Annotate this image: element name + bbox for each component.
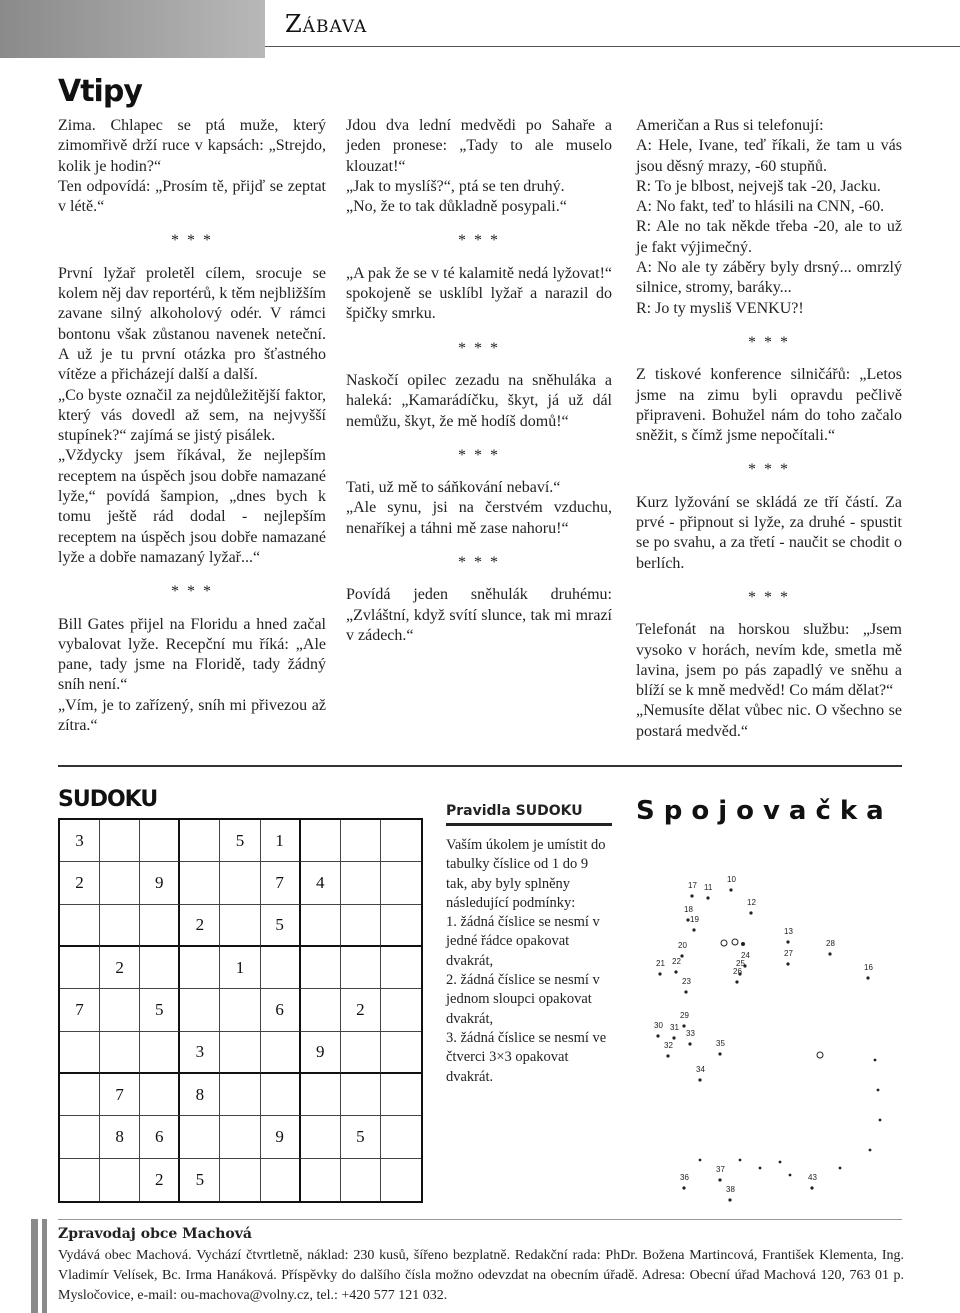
sudoku-cell[interactable] bbox=[100, 1159, 140, 1201]
sudoku-cell[interactable] bbox=[220, 905, 260, 947]
dot-puzzle-number: 28 bbox=[826, 939, 835, 948]
footer-bar-2 bbox=[42, 1219, 47, 1313]
dot-puzzle-number: 24 bbox=[741, 951, 750, 960]
joke-paragraph: „Nemusíte dělat vůbec nic. O všechno se postará medvěd.“ bbox=[636, 702, 902, 740]
sudoku-rules bbox=[446, 803, 612, 1087]
dot-puzzle-dot bbox=[839, 1167, 842, 1170]
dot-puzzle-number: 11 bbox=[704, 883, 713, 892]
dot-puzzle-nose bbox=[741, 942, 745, 946]
sudoku-cell[interactable] bbox=[220, 862, 260, 904]
sudoku-cell[interactable] bbox=[220, 1116, 260, 1158]
sudoku-cell[interactable] bbox=[301, 905, 341, 947]
joke-paragraph: „Jak to myslíš?“, ptá se ten druhý. bbox=[346, 177, 565, 195]
footer-rule bbox=[58, 1219, 902, 1220]
dot-puzzle-dot bbox=[735, 980, 738, 983]
sudoku-cell[interactable]: 2 bbox=[341, 989, 381, 1031]
sudoku-cell[interactable] bbox=[140, 905, 180, 947]
dot-puzzle-number: 23 bbox=[682, 977, 691, 986]
sudoku-cell[interactable] bbox=[381, 820, 421, 862]
dot-puzzle-dot bbox=[828, 952, 831, 955]
dot-puzzle-number: 36 bbox=[680, 1173, 689, 1182]
joke-paragraph: R: To je blbost, nejvejš tak -20, Jacku. bbox=[636, 177, 881, 195]
dot-puzzle-dot bbox=[866, 976, 869, 979]
joke-paragraph: Naskočí opilec zezadu na sněhuláka a haleká: „Kamarádíčku, škyt, já už dál nemůžu, škyt, že mě hodíš domů!“ bbox=[346, 371, 612, 430]
jokes-column-3 bbox=[636, 116, 902, 742]
dot-puzzle-dot bbox=[682, 1186, 685, 1189]
sudoku-cell[interactable]: 8 bbox=[180, 1074, 220, 1116]
dot-puzzle-dot bbox=[718, 1052, 721, 1055]
section-divider bbox=[58, 765, 902, 767]
sudoku-cell[interactable] bbox=[140, 1074, 180, 1116]
dot-puzzle-number: 17 bbox=[688, 881, 697, 890]
sudoku-cell[interactable]: 3 bbox=[60, 820, 100, 862]
dot-puzzle-number: 33 bbox=[686, 1029, 695, 1038]
sudoku-cell[interactable] bbox=[381, 905, 421, 947]
sudoku-cell[interactable] bbox=[180, 820, 220, 862]
joke-paragraph: A: No ale ty záběry byly drsný... omrzlý silnice, stromy, baráky... bbox=[636, 259, 902, 297]
joke-paragraph: Tati, už mě to sáňkování nebaví.“ bbox=[346, 479, 561, 497]
dot-puzzle-dot bbox=[779, 1161, 782, 1164]
sudoku-cell[interactable]: 5 bbox=[220, 820, 260, 862]
sudoku-cell[interactable] bbox=[261, 947, 301, 989]
dot-puzzle-number: 18 bbox=[684, 905, 693, 914]
joke-paragraph: A: Hele, Ivane, teď říkali, že tam u vás jsou děsný mrazy, -60 stupňů. bbox=[636, 137, 902, 175]
sudoku-cell[interactable]: 1 bbox=[261, 820, 301, 862]
sudoku-rule-line: Vaším úkolem je umístit do tabulky číslice od 1 do 9 tak, aby byly splněny následující podmínky: bbox=[446, 837, 606, 911]
dot-puzzle-dot bbox=[692, 928, 695, 931]
dot-puzzle-dot bbox=[879, 1119, 882, 1122]
sudoku-cell[interactable] bbox=[100, 1032, 140, 1074]
sudoku-cell[interactable] bbox=[381, 947, 421, 989]
sudoku-cell[interactable] bbox=[60, 1074, 100, 1116]
sudoku-cell[interactable] bbox=[301, 989, 341, 1031]
dot-puzzle-number: 10 bbox=[727, 875, 736, 884]
sudoku-cell[interactable] bbox=[381, 1116, 421, 1158]
dot-puzzle-dot bbox=[699, 1159, 702, 1162]
sudoku-cell[interactable] bbox=[60, 905, 100, 947]
sudoku-cell[interactable] bbox=[100, 820, 140, 862]
joke-paragraph: „A pak že se v té kalamitě nedá lyžovat!“ spokojeně se usklíbl lyžař a narazil do špičky smrku. bbox=[346, 264, 612, 323]
dot-puzzle-dot bbox=[869, 1149, 872, 1152]
sudoku-rule-line: 3. žádná číslice se nesmí ve čtverci 3×3 opakovat dvakrát. bbox=[446, 1029, 607, 1085]
sudoku-rules-text bbox=[446, 836, 612, 1087]
dot-puzzle-dot bbox=[749, 911, 752, 914]
dot-puzzle-dot bbox=[684, 990, 687, 993]
joke-paragraph: „No, že to tak důkladně posypali.“ bbox=[346, 198, 567, 216]
dot-puzzle-number: 21 bbox=[656, 959, 665, 968]
sudoku-cell[interactable] bbox=[301, 1074, 341, 1116]
jokes-heading: Vtipy bbox=[58, 74, 142, 109]
dot-puzzle-dot bbox=[786, 940, 789, 943]
sudoku-cell[interactable] bbox=[220, 1032, 260, 1074]
joke-paragraph: „Ale synu, jsi na čerstvém vzduchu, nenaříkej a táhni mě zase nahoru!“ bbox=[346, 499, 612, 537]
joke-paragraph: „Vždycky jsem říkával, že nejlepším receptem na úspěch jsou dobře namazané lyže,“ povídá šampion, „dnes bych k tomu ještě rád dodal - nejlepším receptem na úspěch jsou dobře namazané lyže a dobře namazaný lyžař...“ bbox=[58, 447, 326, 566]
sudoku-cell[interactable]: 7 bbox=[100, 1074, 140, 1116]
sudoku-cell[interactable]: 6 bbox=[261, 989, 301, 1031]
sudoku-cell[interactable] bbox=[341, 1074, 381, 1116]
sudoku-cell[interactable] bbox=[220, 989, 260, 1031]
dot-puzzle-dot bbox=[682, 1024, 685, 1027]
dot-puzzle-eye-left bbox=[721, 940, 727, 946]
joke-separator: * * * bbox=[458, 339, 500, 357]
joke-separator: * * * bbox=[171, 232, 213, 250]
sudoku-cell[interactable] bbox=[140, 947, 180, 989]
joke-paragraph: R: Jo ty mysliš VENKU?! bbox=[636, 299, 804, 317]
sudoku-cell[interactable]: 2 bbox=[140, 1159, 180, 1201]
dot-puzzle-dot bbox=[666, 1054, 669, 1057]
sudoku-cell[interactable] bbox=[180, 947, 220, 989]
joke-paragraph: „Co byste označil za nejdůležitější faktor, který vás dovedl až sem, na nejvyšší stupínek?“ zajímá se jistý pisálek. bbox=[58, 386, 326, 445]
sudoku-cell[interactable] bbox=[180, 1116, 220, 1158]
dot-puzzle-number: 26 bbox=[733, 967, 742, 976]
jokes-column-1 bbox=[58, 116, 326, 736]
sudoku-cell[interactable] bbox=[301, 820, 341, 862]
footer-decor-bars bbox=[31, 1219, 51, 1313]
jokes-column-2 bbox=[346, 116, 612, 646]
dot-puzzle-dot bbox=[706, 896, 709, 899]
joke-paragraph: Povídá jeden sněhulák druhému: „Zvláštní, když svítí slunce, tak mi mrazí v zádech.“ bbox=[346, 586, 612, 644]
joke-paragraph: Bill Gates přijel na Floridu a hned začal vybalovat lyže. Recepční mu říká: „Ale pane, tady jsme na Floridě, tady žádný sníh není.“ bbox=[58, 615, 326, 694]
sudoku-cell[interactable] bbox=[60, 947, 100, 989]
joke-separator: * * * bbox=[458, 554, 500, 572]
dot-puzzle-dot bbox=[729, 888, 732, 891]
header-gray-bar bbox=[0, 0, 265, 58]
dot-puzzle-dot bbox=[759, 1167, 762, 1170]
sudoku-cell[interactable] bbox=[60, 1116, 100, 1158]
sudoku-cell[interactable] bbox=[60, 1159, 100, 1201]
dot-puzzle-number: 12 bbox=[747, 898, 756, 907]
sudoku-cell[interactable]: 7 bbox=[261, 862, 301, 904]
sudoku-cell[interactable] bbox=[180, 862, 220, 904]
sudoku-cell[interactable] bbox=[220, 1159, 260, 1201]
sudoku-cell[interactable] bbox=[220, 1074, 260, 1116]
joke-separator: * * * bbox=[748, 333, 790, 351]
dot-puzzle-dot bbox=[728, 1198, 731, 1201]
joke-separator: * * * bbox=[171, 583, 213, 601]
joke-paragraph: Ten odpovídá: „Prosím tě, přijď se zeptat v létě.“ bbox=[58, 177, 326, 216]
sudoku-cell[interactable] bbox=[180, 989, 220, 1031]
sudoku-cell[interactable]: 2 bbox=[180, 905, 220, 947]
dot-puzzle-dot bbox=[658, 972, 661, 975]
sudoku-cell[interactable] bbox=[341, 1032, 381, 1074]
dot-puzzle-dot bbox=[656, 1034, 659, 1037]
footer-bar-1 bbox=[31, 1219, 38, 1313]
dot-puzzle-eye-right bbox=[732, 939, 738, 945]
sudoku-rule-line: 2. žádná číslice se nesmí v jednom sloupci opakovat dvakrát, bbox=[446, 972, 600, 1027]
sudoku-cell[interactable]: 6 bbox=[140, 1116, 180, 1158]
joke-paragraph: Telefonát na horskou službu: „Jsem vysoko v horách, nevím kde, smetla mě lavina, jsem po pás zapadlý ve sněhu a blíží se k mně medvěd! Co mám dělat?“ bbox=[636, 621, 902, 700]
footer-title: Zpravodaj obce Machová bbox=[58, 1226, 252, 1242]
sudoku-cell[interactable]: 9 bbox=[140, 862, 180, 904]
dot-puzzle-number: 34 bbox=[696, 1065, 705, 1074]
sudoku-cell[interactable] bbox=[381, 1159, 421, 1201]
dot-puzzle-dot bbox=[877, 1089, 880, 1092]
sudoku-cell[interactable] bbox=[341, 820, 381, 862]
dot-puzzle-dot bbox=[674, 970, 677, 973]
sudoku-cell[interactable]: 5 bbox=[261, 905, 301, 947]
sudoku-cell[interactable] bbox=[381, 1032, 421, 1074]
sudoku-cell[interactable] bbox=[60, 1032, 100, 1074]
sudoku-cell[interactable] bbox=[301, 1159, 341, 1201]
dot-puzzle-number: 13 bbox=[784, 927, 793, 936]
sudoku-cell[interactable] bbox=[140, 1032, 180, 1074]
sudoku-rules-title: Pravidla SUDOKU bbox=[446, 803, 612, 826]
section-header bbox=[0, 0, 960, 58]
sudoku-cell[interactable]: 5 bbox=[341, 1116, 381, 1158]
sudoku-rule-line: 1. žádná číslice se nesmí v jedné řádce opakovat dvakrát, bbox=[446, 914, 600, 969]
sudoku-cell[interactable] bbox=[381, 1074, 421, 1116]
sudoku-cell[interactable]: 2 bbox=[60, 862, 100, 904]
dot-puzzle-heading: Spojovačka bbox=[636, 796, 893, 826]
sudoku-cell[interactable]: 7 bbox=[60, 989, 100, 1031]
dot-puzzle-number: 37 bbox=[716, 1165, 725, 1174]
sudoku-cell[interactable]: 4 bbox=[301, 862, 341, 904]
dot-puzzle-dot bbox=[739, 1159, 742, 1162]
sudoku-cell[interactable]: 5 bbox=[140, 989, 180, 1031]
sudoku-cell[interactable] bbox=[261, 1159, 301, 1201]
dot-puzzle-dot bbox=[698, 1078, 701, 1081]
sudoku-cell[interactable] bbox=[301, 1116, 341, 1158]
dot-puzzle-number: 38 bbox=[726, 1185, 735, 1194]
section-title: Zábava bbox=[285, 10, 368, 38]
dot-puzzle-dot bbox=[874, 1059, 877, 1062]
dot-puzzle bbox=[640, 850, 902, 1205]
dot-puzzle-number: 31 bbox=[670, 1023, 679, 1032]
sudoku-cell[interactable] bbox=[341, 862, 381, 904]
joke-paragraph: A: No fakt, teď to hlásili na CNN, -60. bbox=[636, 198, 885, 216]
sudoku-cell[interactable]: 1 bbox=[220, 947, 260, 989]
dot-puzzle-number: 20 bbox=[678, 941, 687, 950]
dot-puzzle-number: 32 bbox=[664, 1041, 673, 1050]
dot-puzzle-feature bbox=[817, 1052, 823, 1058]
sudoku-cell[interactable]: 9 bbox=[261, 1116, 301, 1158]
dot-puzzle-number: 22 bbox=[672, 957, 681, 966]
sudoku-cell[interactable] bbox=[341, 1159, 381, 1201]
dot-puzzle-number: 29 bbox=[680, 1011, 689, 1020]
sudoku-grid bbox=[58, 818, 423, 1203]
sudoku-cell[interactable] bbox=[301, 947, 341, 989]
sudoku-cell[interactable] bbox=[100, 862, 140, 904]
sudoku-cell[interactable] bbox=[381, 989, 421, 1031]
dot-puzzle-number: 27 bbox=[784, 949, 793, 958]
joke-separator: * * * bbox=[748, 461, 790, 479]
dot-puzzle-number: 25 bbox=[736, 959, 745, 968]
joke-separator: * * * bbox=[458, 232, 500, 250]
sudoku-cell[interactable] bbox=[140, 820, 180, 862]
sudoku-cell[interactable] bbox=[341, 905, 381, 947]
sudoku-cell[interactable]: 9 bbox=[301, 1032, 341, 1074]
sudoku-heading: SUDOKU bbox=[58, 787, 158, 812]
joke-paragraph: První lyžař proletěl cílem, srocuje se kolem něj dav reportérů, k těm nejbližším zavane silný alkoholový odér. V rámci bontonu však zůstanou navenek neteční. A už je tu první otázka pro šťastného vítěze a přicházejí další a další. bbox=[58, 264, 326, 384]
dot-puzzle-number: 30 bbox=[654, 1021, 663, 1030]
dot-puzzle-dot bbox=[690, 894, 693, 897]
dot-puzzle-dot bbox=[786, 962, 789, 965]
joke-paragraph: Jdou dva lední medvědi po Sahaře a jeden pronese: „Tady to ale muselo klouzat!“ bbox=[346, 117, 612, 175]
joke-separator: * * * bbox=[458, 446, 500, 464]
sudoku-cell[interactable] bbox=[341, 947, 381, 989]
dot-puzzle-dot bbox=[688, 1042, 691, 1045]
sudoku-cell[interactable] bbox=[261, 1074, 301, 1116]
sudoku-cell[interactable]: 5 bbox=[180, 1159, 220, 1201]
dot-puzzle-number: 35 bbox=[716, 1039, 725, 1048]
footer-text: Vydává obec Machová. Vychází čtvrtletně, náklad: 230 kusů, šířeno bezplatně. Redakční rada: PhDr. Božena Martincová, František Klementa, Ing. Vladimír Velísek, Bc. Irma Hanáková. Příspěvky do dalšího čísla možno odevzdat na obecním úřadě. Adresa: Obecní úřad Machová 120, 763 01 p. Mysločovice, e-mail: ou-machova@volny.cz, tel.: +420 577 121 032. bbox=[58, 1248, 904, 1303]
sudoku-cell[interactable] bbox=[381, 862, 421, 904]
sudoku-cell[interactable]: 3 bbox=[180, 1032, 220, 1074]
joke-paragraph: Zima. Chlapec se ptá muže, který zimomřivě drží ruce v kapsách: „Strejdo, kolik je hodin?“ bbox=[58, 117, 326, 175]
joke-separator: * * * bbox=[748, 588, 790, 606]
dot-puzzle-number: 19 bbox=[690, 915, 699, 924]
dot-puzzle-dot bbox=[789, 1174, 792, 1177]
sudoku-cell[interactable]: 8 bbox=[100, 1116, 140, 1158]
joke-paragraph: R: Ale no tak někde třeba -20, ale to už je fakt výjimečný. bbox=[636, 218, 902, 256]
header-rule bbox=[265, 46, 960, 47]
joke-paragraph: „Vím, je to zařízený, sníh mi přivezou až zítra.“ bbox=[58, 696, 326, 735]
dot-puzzle-dot bbox=[810, 1186, 813, 1189]
sudoku-cell[interactable] bbox=[261, 1032, 301, 1074]
joke-paragraph: Z tiskové konference silničářů: „Letos jsme na zimu byli opravdu pečlivě připraveni. Bohužel nám do toho začalo sněžit, s čímž jsme nepočítali.“ bbox=[636, 366, 902, 445]
joke-paragraph: Američan a Rus si telefonují: bbox=[636, 117, 824, 134]
dot-puzzle-number: 16 bbox=[864, 963, 873, 972]
joke-paragraph: Kurz lyžování se skládá ze tří částí. Za prvé - připnout si lyže, za druhé - spustit se po svahu, a za třetí - naučit se chodit o berlích. bbox=[636, 493, 902, 572]
dot-puzzle-dot bbox=[718, 1178, 721, 1181]
dot-puzzle-number: 43 bbox=[808, 1173, 817, 1182]
dot-puzzle-dot bbox=[672, 1036, 675, 1039]
sudoku-cell[interactable]: 2 bbox=[100, 947, 140, 989]
sudoku-cell[interactable] bbox=[100, 989, 140, 1031]
sudoku-cell[interactable] bbox=[100, 905, 140, 947]
